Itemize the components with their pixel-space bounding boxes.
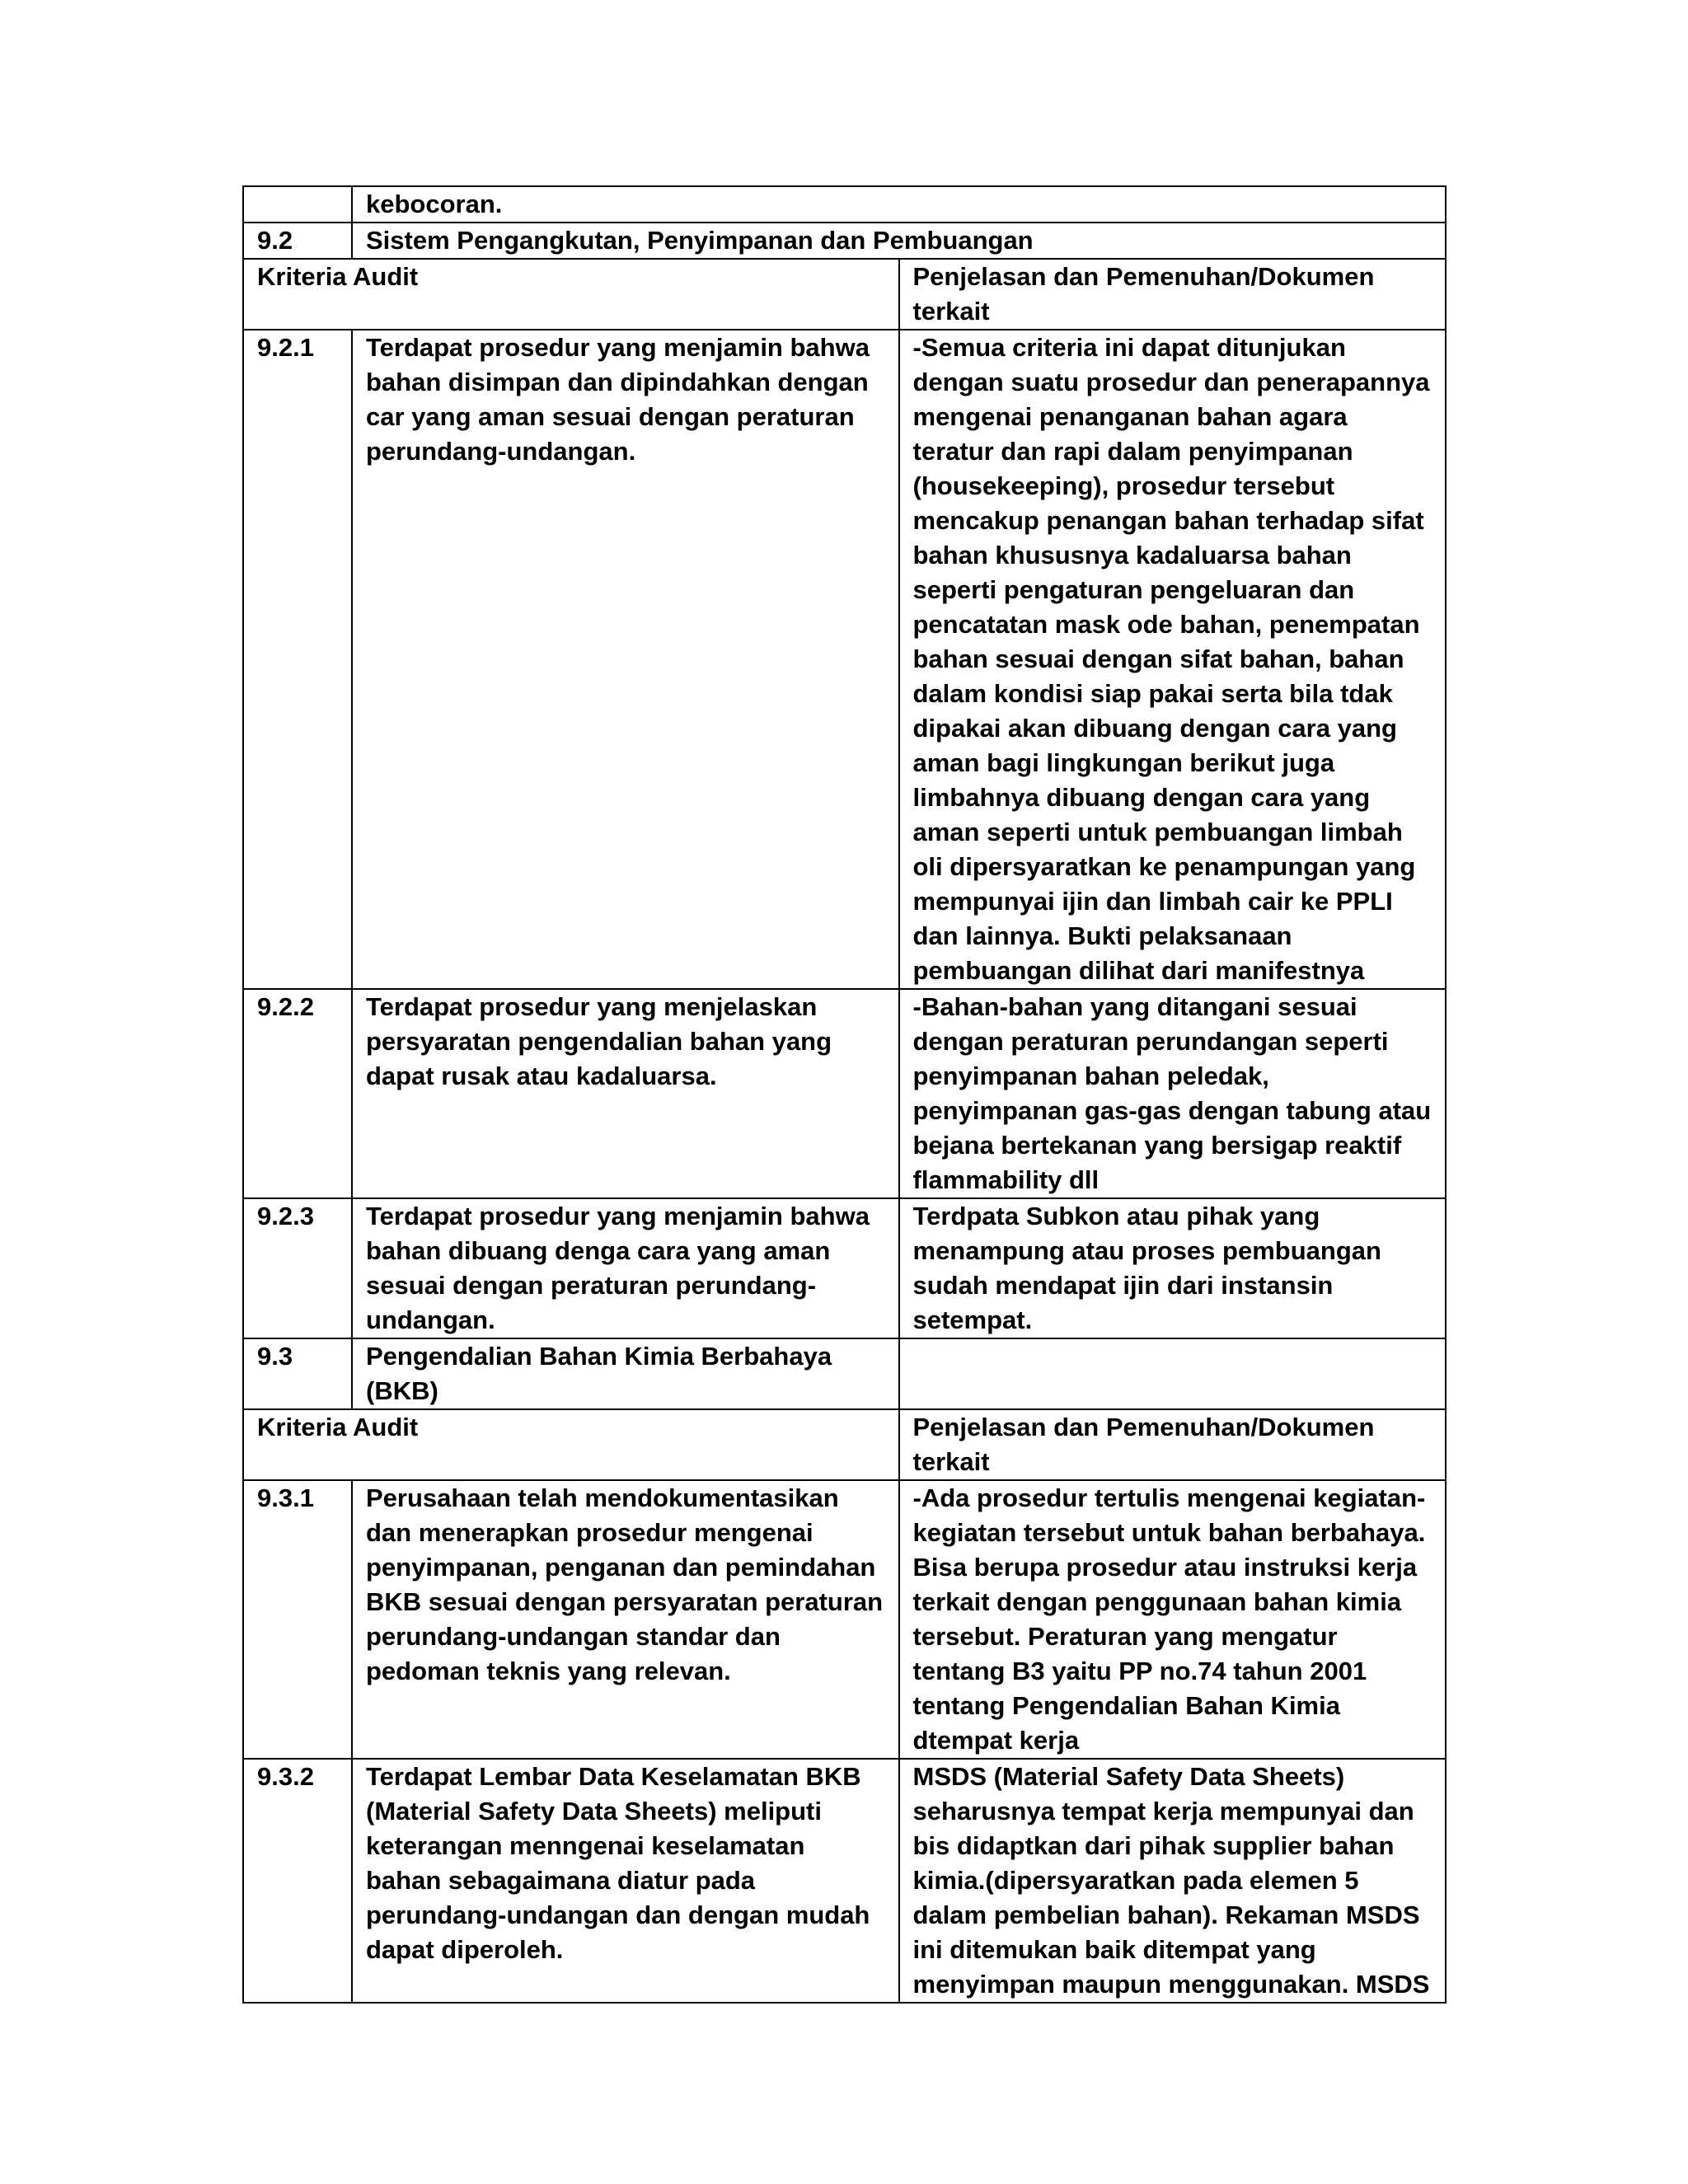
table-row	[243, 989, 1446, 1198]
table-row	[243, 1480, 1446, 1759]
section-number: 9.3	[243, 1338, 352, 1409]
criteria-column-header: Kriteria Audit	[243, 259, 899, 330]
item-number: 9.2.3	[243, 1198, 352, 1338]
item-criteria: Terdapat prosedur yang menjamin bahwa bahan dibuang denga cara yang aman sesuai dengan peraturan perundang-undangan.	[352, 1198, 899, 1338]
item-number: 9.3.2	[243, 1759, 352, 2003]
table-row	[243, 1759, 1446, 2003]
audit-criteria-table	[242, 185, 1447, 2004]
item-criteria: Terdapat prosedur yang menjelaskan persyaratan pengendalian bahan yang dapat rusak atau kadaluarsa.	[352, 989, 899, 1198]
section-title: Sistem Pengangkutan, Penyimpanan dan Pembuangan	[352, 223, 1446, 259]
item-criteria: Perusahaan telah mendokumentasikan dan menerapkan prosedur mengenai penyimpanan, penganan dan pemindahan BKB sesuai dengan persyaratan peraturan perundang-undangan standar dan pedoman teknis yang relevan.	[352, 1480, 899, 1759]
section-number: 9.2	[243, 223, 352, 259]
continuation-text: kebocoran.	[352, 186, 1446, 223]
section-heading-row	[243, 1338, 1446, 1409]
column-header-row	[243, 259, 1446, 330]
section-heading-row	[243, 223, 1446, 259]
item-explanation: MSDS (Material Safety Data Sheets) seharusnya tempat kerja mempunyai dan bis didaptkan dari pihak supplier bahan kimia.(dipersyaratkan pada elemen 5 dalam pembelian bahan). Rekaman MSDS ini ditemukan baik ditempat yang menyimpan maupun menggunakan. MSDS	[899, 1759, 1447, 2003]
continuation-number-cell	[243, 186, 352, 223]
item-explanation: Terdpata Subkon atau pihak yang menampung atau proses pembuangan sudah mendapat ijin dari instansin setempat.	[899, 1198, 1447, 1338]
item-criteria: Terdapat prosedur yang menjamin bahwa bahan disimpan dan dipindahkan dengan car yang aman sesuai dengan peraturan perundang-undangan.	[352, 330, 899, 989]
item-explanation: -Semua criteria ini dapat ditunjukan dengan suatu prosedur dan penerapannya mengenai penanganan bahan agara teratur dan rapi dalam penyimpanan (housekeeping), prosedur tersebut mencakup penangan bahan terhadap sifat bahan khususnya kadaluarsa bahan seperti pengaturan pengeluaran dan pencatatan mask ode bahan, penempatan bahan sesuai dengan sifat bahan, bahan dalam kondisi siap pakai serta bila tdak dipakai akan dibuang dengan cara yang aman bagi lingkungan berikut juga limbahnya dibuang dengan cara yang aman seperti untuk pembuangan limbah oli dipersyaratkan ke penampungan yang mempunyai ijin dan limbah cair ke PPLI dan lainnya. Bukti pelaksanaan pembuangan dilihat dari manifestnya	[899, 330, 1447, 989]
explanation-column-header: Penjelasan dan Pemenuhan/Dokumen terkait	[899, 259, 1447, 330]
explanation-column-header: Penjelasan dan Pemenuhan/Dokumen terkait	[899, 1409, 1447, 1480]
criteria-column-header: Kriteria Audit	[243, 1409, 899, 1480]
item-number: 9.2.1	[243, 330, 352, 989]
section-title: Pengendalian Bahan Kimia Berbahaya (BKB)	[352, 1338, 899, 1409]
item-explanation: -Bahan-bahan yang ditangani sesuai dengan peraturan perundangan seperti penyimpanan bahan peledak, penyimpanan gas-gas dengan tabung atau bejana bertekanan yang bersigap reaktif flammability dll	[899, 989, 1447, 1198]
column-header-row	[243, 1409, 1446, 1480]
table-row	[243, 1198, 1446, 1338]
item-number: 9.2.2	[243, 989, 352, 1198]
item-criteria: Terdapat Lembar Data Keselamatan BKB (Material Safety Data Sheets) meliputi keterangan menngenai keselamatan bahan sebagaimana diatur pada perundang-undangan dan dengan mudah dapat diperoleh.	[352, 1759, 899, 2003]
table-row	[243, 330, 1446, 989]
section-title-spacer	[899, 1338, 1447, 1409]
continuation-row	[243, 186, 1446, 223]
item-number: 9.3.1	[243, 1480, 352, 1759]
item-explanation: -Ada prosedur tertulis mengenai kegiatan-kegiatan tersebut untuk bahan berbahaya. Bisa berupa prosedur atau instruksi kerja terkait dengan penggunaan bahan kimia tersebut. Peraturan yang mengatur tentang B3 yaitu PP no.74 tahun 2001 tentang Pengendalian Bahan Kimia dtempat kerja	[899, 1480, 1447, 1759]
